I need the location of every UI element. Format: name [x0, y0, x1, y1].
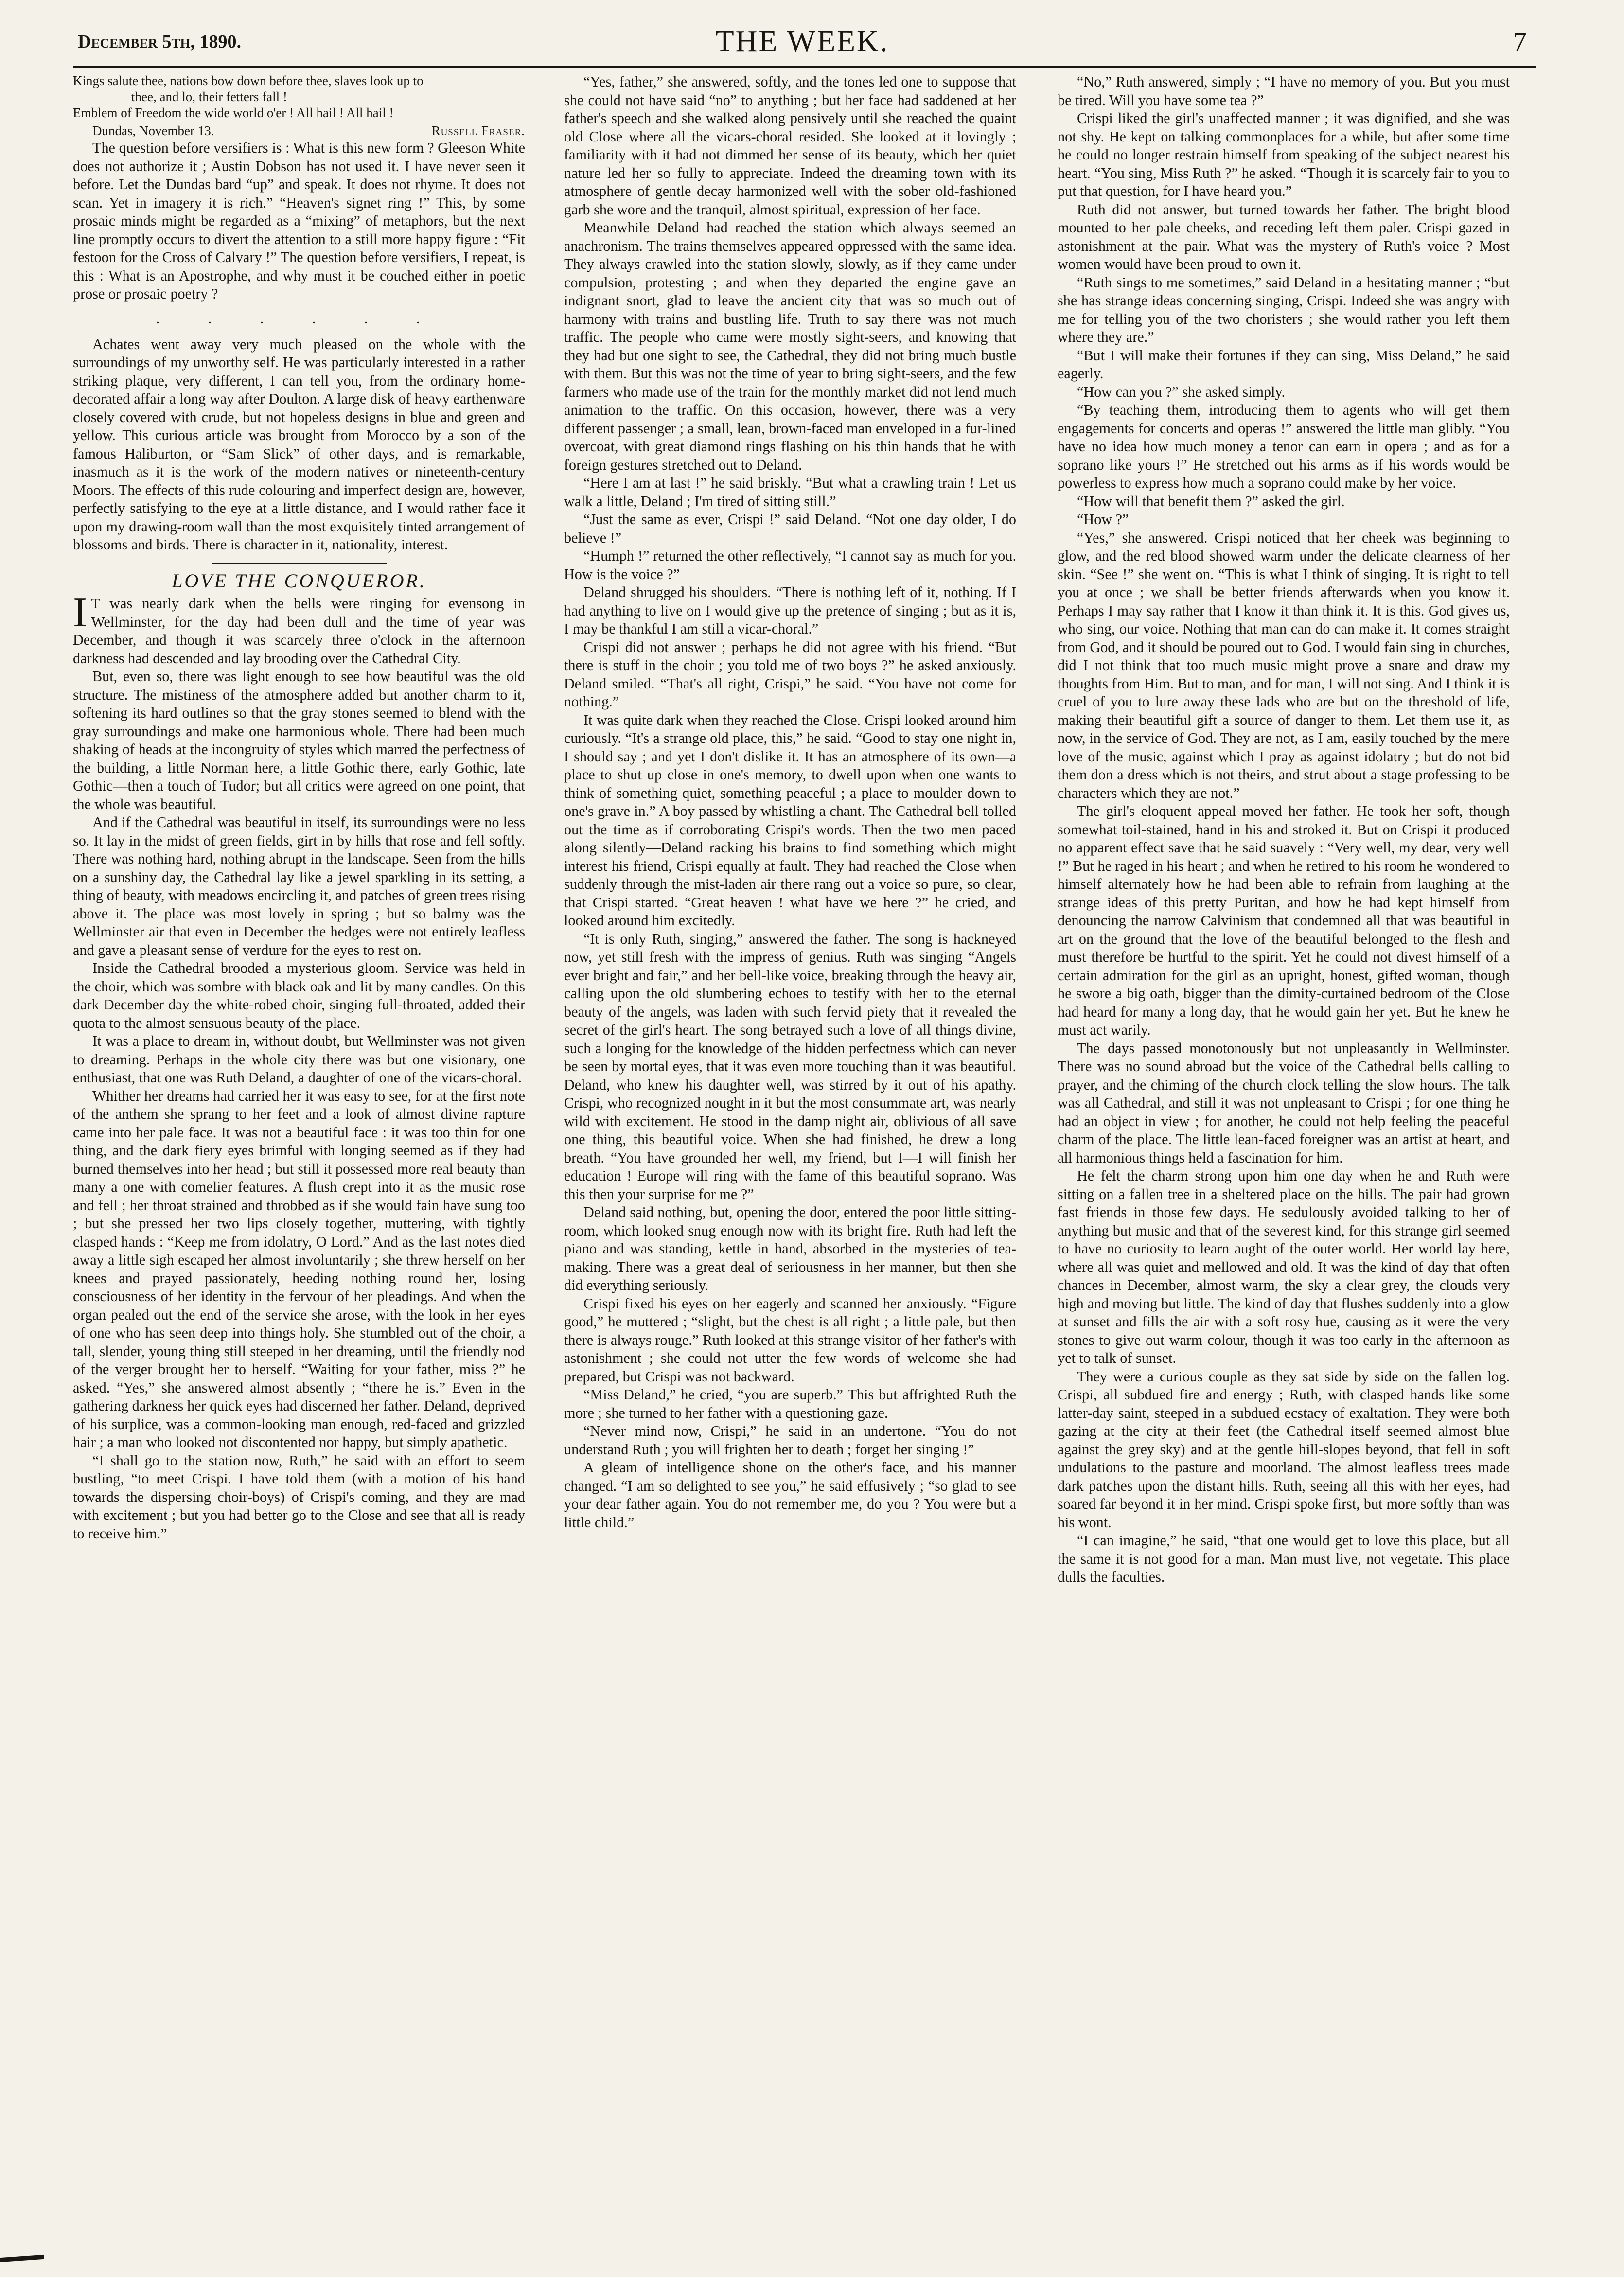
paragraph: But, even so, there was light enough to see how beautiful was the old structure. The mistiness of the atmosphere added but another charm to it, softening its hard outlines so that the gray stones seemed to blend with the gray surroundings and make one harmonious whole. There had been much shaking of heads at the incongruity of styles which marred the perfectness of the building, a little Norman here, a little Gothic there, early Gothic, late Gothic—then a touch of Tudor; but all critics were agreed on one point, that the whole was beautiful.	[73, 668, 525, 812]
paragraph: “How can you ?” she asked simply.	[1077, 383, 1286, 400]
paragraph: “Just the same as ever, Crispi !” said Deland. “Not one day older, I do believe !”	[564, 511, 1016, 546]
paragraph: “I shall go to the station now, Ruth,” he said with an effort to seem bustling, “to meet Crispi. I have told them (with a motion of his hand towards the dispersing choir-boys) of Crispi's coming, and they are mad with excitement ; but you had better go to the Close and see that all is ready to receive him.”	[73, 1452, 525, 1542]
paragraph: “Yes,” she answered. Crispi noticed that her cheek was beginning to glow, and the red blood showed warm under the delicate clearness of her skin. “See !” she went on. “This is what I think of singing. It is right to tell you at once ; we shall be better friends afterwards when you know it. Perhaps I may say rather that I know it than think it. It is this. God gives us, who sing, our voice. Nothing that man can do can make it. It comes straight from God, and it should be poured out to God. I would fain sing in churches, did I not think that too much music might prove a snare and draw my thoughts from Him. But to man, and for man, I will not sing. And I think it is cruel of you to lure away these lads who are but on the threshold of life, making their beautiful gift a source of danger to them. Let them use it, as now, in the service of God. They are not, as I am, easily touched by the mere love of the music, against which I pray as against idolatry ; but do not bid them don a dress which is not theirs, and strut about a stage professing to be characters which they are not.”	[1058, 529, 1510, 801]
poem-author: Russell Fraser.	[431, 124, 525, 138]
print-mark	[0, 2255, 44, 2262]
paragraph: “Never mind now, Crispi,” he said in an undertone. “You do not understand Ruth ; you will frighten her to death ; forget her singing !”	[564, 1423, 1016, 1458]
column-2	[564, 73, 1016, 2237]
paragraph: He felt the charm strong upon him one day when he and Ruth were sitting on a fallen tree in a sheltered place on the hills. The pair had grown fast friends in those few days. He sedulously avoided talking to her of anything but music and that of the severest kind, for this strange girl seemed to have no curiosity to learn aught of the outer world. Her world lay here, where all was quiet and mellowed and old. It was the kind of day that often chances in December, almost warm, the sky a clear grey, the clouds very high and moving but little. The kind of day that flushes suddenly into a glow at sunset and fills the air with a soft rosy hue, causing as it were the very stones to give out warm colour, though it was too early in the afternoon as yet to talk of sunset.	[1058, 1167, 1510, 1366]
paragraph: “I can imagine,” he said, “that one would get to love this place, but all the same it is not good for a man. Man must live, not vegetate. This place dulls the faculties.	[1058, 1532, 1510, 1585]
story-title: LOVE THE CONQUEROR.	[172, 569, 426, 592]
paragraph: The question before versifiers is : What is this new form ? Gleeson White does not authorize it ; Austin Dobson has not used it. I have never seen it before. Let the Dundas bard “up” and speak. It does not rhyme. It does not scan. Yet in imagery it is rich.” “Heaven's signet ring !” This, by some prosaic minds might be regarded as a “mixing” of metaphors, but the next line promptly occurs to divert the attention to a still more happy figure : “Fit festoon for the Cross of Calvary !” The question before versifiers, I repeat, is this : What is an Apostrophe, and why must it be couched either in poetic prose or prosaic poetry ?	[73, 140, 525, 302]
paragraph: “Ruth sings to me sometimes,” said Deland in a hesitating manner ; “but she has strange ideas concerning singing, Crispi. Indeed she was angry with me for telling you of the two choristers ; she would rather you left them where they are.”	[1058, 274, 1510, 345]
paragraph: Meanwhile Deland had reached the station which always seemed an anachronism. The trains themselves appeared oppressed with the same idea. They always crawled into the station slowly, slowly, as if they came under compulsion, protesting ; and when they departed the engine gave an indignant snort, glad to leave the ancient city that was so much out of harmony with trains and bustling life. Truth to say there was not much traffic. The people who came were mostly sight-seers, and knowing that they had but one sight to see, the Cathedral, they did not bring much bustle with them. But this was not the time of year to bring sight-seers, and the few farmers who made use of the train for the monthly market did not lend much animation to the traffic. On this occasion, however, there was a very different passenger ; a small, lean, brown-faced man enveloped in a fur-lined overcoat, with great diamond rings flashing on his thin hands that he with foreign gestures stretched out to Deland.	[564, 219, 1016, 473]
paragraph: Achates went away very much pleased on the whole with the surroundings of my unworthy self. He was particularly interested in a rather striking plaque, very different, I can tell you, from the ordinary home-decorated affair a long way after Doulton. A large disk of heavy earthenware closely covered with crude, but not hopeless designs in blue and green and yellow. This curious article was brought from Morocco by a son of the famous Haliburton, or “Sam Slick” of other days, and is remarkable, inasmuch as it is the work of the modern natives or nineteenth-century Moors. The effects of this rude colouring and imperfect design are, however, perfectly satisfying to the eye at a little distance, and I would rather face it upon my drawing-room wall than the most exquisitely tinted arrangement of blossoms and birds. There is character in it, nationality, interest.	[73, 335, 525, 553]
paragraph: “How ?”	[1077, 511, 1129, 528]
paragraph: “No,” Ruth answered, simply ; “I have no memory of you. But you must be tired. Will you have some tea ?”	[1058, 73, 1510, 108]
page-header	[78, 24, 1527, 68]
poem-line: Emblem of Freedom the wide world o'er ! All hail ! All hail !	[73, 106, 394, 120]
header-title: THE WEEK.	[715, 25, 889, 58]
paragraph: The days passed monotonously but not unpleasantly in Wellminster. There was no sound abroad but the voice of the Cathedral bells calling to prayer, and the chiming of the church clock telling the slow hours. The talk was all Cathedral, and still it was not unpleasant to Crispi ; for one thing he had an object in view ; for another, he could not help feeling the peaceful charm of the place. The little lean-faced foreigner was an artist at heart, and all harmonious things held a fascination for him.	[1058, 1040, 1510, 1166]
paragraph: “By teaching them, introducing them to agents who will get them engagements for concerts and operas !” answered the little man glibly. “You have no idea how much money a tenor can earn in opera ; and as for a soprano like yours !” He stretched out his arms as if his words would be powerless to express how much a soprano could make by her voice.	[1058, 402, 1510, 491]
paragraph: The girl's eloquent appeal moved her father. He took her soft, though somewhat toil-stained, hand in his and stroked it. But on Crispi it produced no apparent effect save that he said suavely : “Very well, my dear, very well !” But he raged in his heart ; and when he retired to his room he wondered to himself alternately how he had been able to refrain from laughing at the strange ideas of this pretty Puritan, and how he had kept himself from denouncing the narrow Calvinism that condemned all that was beautiful in art on the ground that the love of the beautiful belonged to the flesh and must therefore be hurtful to the spirit. Yet he could not divest himself of a certain admiration for the girl as an upright, honest, gifted woman, though he swore a big oath, bigger than the dimity-curtained bedroom of the Close had heard for many a long day, that he would gain her yet. But he knew he must act warily.	[1058, 803, 1510, 1038]
paragraph: It was quite dark when they reached the Close. Crispi looked around him curiously. “It's a strange old place, this,” he said. “Good to stay one night in, I should say ; and yet I don't dislike it. It has an atmosphere of its own—a place to shut up close in one's memory, to dwell upon when one wants to think of something quiet, something peaceful ; a place to moulder down to one's grave in.” A boy passed by whistling a chant. The Cathedral bell tolled out the time as if corroborating Crispi's words. Then the two men paced along silently—Deland racking his brains to find something which might interest his friend, Crispi equally at fault. They had reached the Close when suddenly through the mist-laden air there rang out a voice so pure, so clear, that Crispi started. “Great heaven ! what have we here ?” he cried, and looked around him excitedly.	[564, 711, 1016, 929]
poem-line: thee, and lo, their fetters fall !	[131, 89, 287, 104]
paragraph: They were a curious couple as they sat side by side on the fallen log. Crispi, all subdued fire and energy ; Ruth, with clasped hands like some latter-day saint, steeped in a subdued ecstacy of exaltation. They were both gazing at the city at their feet (the Cathedral itself seemed almost blue against the grey sky) and at the gentle hill-slopes beyond, that fell in soft undulations to the pasture and moorland. The almost leafless trees made dark patches upon the distant hills. Ruth, seeing all this with her eyes, had soared far beyond it in her mind. Crispi spoke first, but more softly than was his wont.	[1058, 1368, 1510, 1531]
column-1	[73, 73, 525, 2237]
paragraph: “Humph !” returned the other reflectively, “I cannot say as much for you. How is the voice ?”	[564, 547, 1016, 582]
header-date: December 5th, 1890.	[78, 32, 241, 52]
page-number: 7	[1513, 27, 1527, 57]
paragraph: Deland said nothing, but, opening the door, entered the poor little sitting-room, which looked snug enough now with its bright fire. Ruth had left the piano and was standing, kettle in hand, absorbed in the mysteries of tea-making. There was a great deal of seriousness in her manner, but then she did everything seriously.	[564, 1204, 1016, 1293]
drop-cap: I	[73, 589, 88, 636]
poem-fragment	[73, 73, 525, 121]
section-rule	[212, 563, 387, 564]
poem-place: Dundas, November 13.	[92, 124, 214, 138]
header-rule	[73, 66, 1536, 68]
paragraph: Crispi liked the girl's unaffected manner ; it was dignified, and she was not shy. He kept on talking commonplaces for a while, but after some time he could no longer restrain himself from speaking of the subject nearest his heart. “You sing, Miss Ruth ?” he asked. “Though it is scarcely fair to you to put that question, for I have heard you.”	[1058, 110, 1510, 199]
poem-signature	[73, 123, 525, 139]
paragraph: It was a place to dream in, without doubt, but Wellminster was not given to dreaming. Perhaps in the whole city there was but one visionary, one enthusiast, that one was Ruth Deland, a daughter of one of the vicars-choral.	[73, 1033, 525, 1086]
separator-dots: . . . . . .	[156, 310, 442, 327]
paragraph: Crispi fixed his eyes on her eagerly and scanned her anxiously. “Figure good,” he muttered ; “slight, but the chest is all right ; a little pale, but then there is always rouge.” Ruth looked at this strange visitor of her father's with astonishment ; she could not utter the few words of welcome she had prepared, but Crispi was not backward.	[564, 1295, 1016, 1385]
paragraph: Crispi did not answer ; perhaps he did not agree with his friend. “But there is stuff in the choir ; you told me of two boys ?” he asked anxiously. Deland smiled. “That's all right, Crispi,” he said. “You have not come for nothing.”	[564, 638, 1016, 710]
paragraph-text: T was nearly dark when the bells were ringing for evensong in Wellminster, for the day had been dull and the time of year was December, and though it was scarcely three o'clock in the afternoon darkness had descended and lay brooding over the Cathedral City.	[73, 595, 525, 667]
paragraph: Ruth did not answer, but turned towards her father. The bright blood mounted to her pale cheeks, and receding left them paler. Crispi gazed in astonishment at the pair. What was the mystery of Ruth's voice ? Most women would have been proud to own it.	[1058, 201, 1510, 272]
paragraph: Whither her dreams had carried her it was easy to see, for at the first note of the anthem she sprang to her feet and a look of almost divine rapture came into her pale face. It was not a beautiful face : it was too thin for one thing, and the dark fiery eyes brimful with longing seemed as if they had burned themselves into her head ; but still it possessed more real beauty than many a one with comelier features. A flush crept into it as the music rose and fell ; her throat strained and throbbed as if she would fain have sung too ; but she pressed her two lips closely together, muttering, with tightly clasped hands : “Keep me from idolatry, O Lord.” And as the last notes died away a little sigh escaped her almost involuntarily ; she threw herself on her knees and prayed passionately, heeding nothing round her, losing consciousness of her identity in the fervour of her pleadings. And when the organ pealed out the end of the service she arose, with the look in her eyes of one who has seen deep into things holy. She stumbled out of the choir, a tall, slender, young thing still steeped in her dreaming, until the friendly nod of the verger brought her to herself. “Waiting for your father, miss ?” he asked. “Yes,” she answered almost absently ; “there he is.” Even in the gathering darkness her quick eyes had discerned her father. Deland, deprived of his surplice, was a common-looking man enough, red-faced and grizzled hair ; a man who looked not discontented nor happy, but simply apathetic.	[73, 1087, 525, 1450]
paragraph	[73, 589, 525, 668]
paragraph: “Here I am at last !” he said briskly. “But what a crawling train ! Let us walk a little, Deland ; I'm tired of sitting still.”	[564, 475, 1016, 510]
paragraph: Deland shrugged his shoulders. “There is nothing left of it, nothing. If I had anything to live on I would give up the pretence of singing ; but as it is, I may be thankful I am still a vicar-choral.”	[564, 584, 1016, 637]
paragraph: “Miss Deland,” he cried, “you are superb.” This but affrighted Ruth the more ; she turned to her father with a questioning gaze.	[564, 1386, 1016, 1421]
paragraph: “How will that benefit them ?” asked the girl.	[1077, 493, 1345, 510]
paragraph: And if the Cathedral was beautiful in itself, its surroundings were no less so. It lay in the midst of green fields, girt in by hills that rose and fell softly. There was nothing hard, nothing abrupt in the landscape. Seen from the hills on a sunshiny day, the Cathedral lay like a jewel sparkling in its setting, a thing of beauty, with meadows encircling it, and patches of green trees rising above it. The place was most lovely in spring ; but so balmy was the Wellminster air that even in December the hedges were not entirely leafless and gave a pleasant sense of verdure for the eyes to rest on.	[73, 814, 525, 958]
paragraph: “Yes, father,” she answered, softly, and the tones led one to suppose that she could not have said “no” to anything ; but her face had saddened at her father's speech and she walked along pensively until she reached the quaint old Close where all the vicars-choral resided. She looked at it lovingly ; familiarity with it had not dimmed her sense of its beauty, which her quiet nature led her so fully to appreciate. Indeed the dreaming town with its atmosphere of gentle decay harmonized well with the sober old-fashioned garb she wore and the tranquil, almost spiritual, expression of her face.	[564, 73, 1016, 218]
paragraph: “It is only Ruth, singing,” answered the father. The song is hackneyed now, yet still fresh with the impress of genius. Ruth was singing “Angels ever bright and fair,” and her bell-like voice, breaking through the heavy air, calling upon the old slumbering echoes to testify with her to the eternal beauty of the angels, was laden with such fervid piety that it revealed the secret of the girl's heart. The song betrayed such a love of all things divine, such a longing for the knowledge of the hidden perfectness which can never be seen by mortal eyes, that it was even more touching than it was beautiful. Deland, who knew his daughter well, was stirred by it out of his apathy. Crispi, who recognized nought in it but the most consummate art, was nearly wild with excitement. He stood in the damp night air, oblivious of all save one thing, this beautiful voice. When she had finished, he drew a long breath. “You have grounded her well, my friend, but I—I will finish her education ! Europe will ring with the fame of this beautiful soprano. Was this then your surprise for me ?”	[564, 930, 1016, 1202]
paragraph: Inside the Cathedral brooded a mysterious gloom. Service was held in the choir, which was sombre with black oak and lit by many candles. On this dark December day the white-robed choir, singing full-throated, added their quota to the almost sensuous beauty of the place.	[73, 960, 525, 1031]
poem-line: Kings salute thee, nations bow down before thee, slaves look up to	[73, 73, 424, 88]
paragraph: A gleam of intelligence shone on the other's face, and his manner changed. “I am so delighted to see you,” he said effusively ; “so glad to see your dear father again. You do not remember me, do you ? You were but a little child.”	[564, 1459, 1016, 1531]
paragraph: “But I will make their fortunes if they can sing, Miss Deland,” he said eagerly.	[1058, 347, 1510, 382]
column-3	[1058, 73, 1510, 2237]
